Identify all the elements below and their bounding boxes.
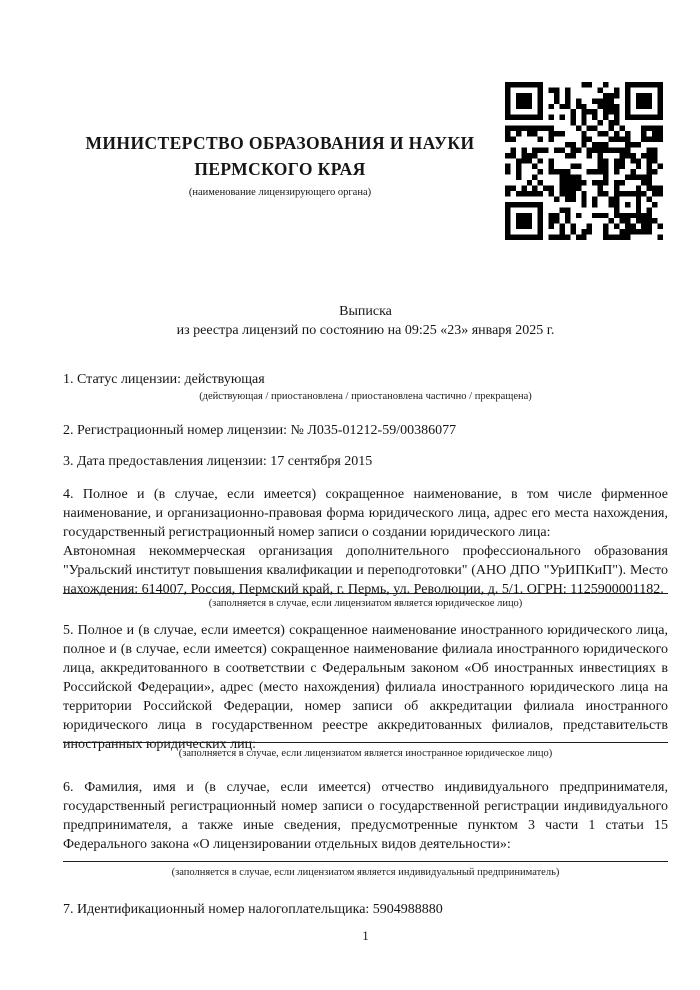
item-4-underline — [63, 593, 668, 594]
ministry-caption: (наименование лицензирующего органа) — [188, 187, 372, 198]
item-6-label: 6. Фамилия, имя и (в случае, если имеется) отчество индивидуального предпринимателя, государственный регистрационный номер записи о государственной регистрации индивидуального предпринимателя, а также иные сведения, предусмотренные пунктом 3 части 1 статьи 15 Федерального закона «О лицензировании отдельных видов деятельности»: — [63, 780, 668, 852]
item-6-caption: (заполняется в случае, если лицензиатом является индивидуальный предприниматель) — [171, 867, 560, 878]
title-line1: Выписка — [339, 304, 392, 319]
item-6-underline — [63, 861, 668, 862]
page-number: 1 — [362, 928, 369, 943]
item-4-caption: (заполняется в случае, если лицензиатом является юридическое лицо) — [208, 598, 523, 609]
title-line2: из реестра лицензий по состоянию на 09:25 «23» января 2025 г. — [176, 323, 555, 338]
document-title — [63, 302, 668, 340]
item-4-value: Автономная некоммерческая организация дополнительного профессионального образования "Уральский институт повышения квалификации и переподготовки" (АНО ДПО "УрИПКиП"). Место нахождения: 614007, Россия, Пермский край, г. Пермь, ул. Революции, д. 5/1. ОГРН: 1125900001182. — [63, 544, 668, 597]
ministry-name-line2: ПЕРМСКОГО КРАЯ — [194, 159, 366, 179]
ministry-name-line1: МИНИСТЕРСТВО ОБРАЗОВАНИЯ И НАУКИ — [85, 133, 475, 153]
item-1-caption: (действующая / приостановлена / приостановлена частично / прекращена) — [199, 391, 532, 402]
item-2-registration-number: 2. Регистрационный номер лицензии: № Л035-01212-59/00386077 — [63, 423, 457, 438]
item-5-foreign-entity — [63, 621, 668, 754]
qr-code — [505, 82, 663, 240]
item-1-license-status: 1. Статус лицензии: действующая — [63, 372, 265, 387]
item-4-legal-entity — [63, 485, 668, 599]
item-5-caption: (заполняется в случае, если лицензиатом является иностранное юридическое лицо) — [178, 748, 553, 759]
item-4-label: 4. Полное и (в случае, если имеется) сокращенное наименование, в том числе фирменное наименование, и организационно-правовая форма юридического лица, адрес его места нахождения, государственный регистрационный номер записи о создании юридического лица: — [63, 487, 668, 540]
item-5-underline — [63, 742, 668, 743]
item-3-license-date: 3. Дата предоставления лицензии: 17 сентября 2015 — [63, 454, 373, 469]
ministry-header — [40, 130, 520, 198]
qr-code-image — [505, 82, 663, 240]
item-5-label: 5. Полное и (в случае, если имеется) сокращенное наименование иностранного юридического лица, полное и (в случае, если имеется) сокращенное наименование филиала иностранного юридического лица, аккредитованного в соответствии с Федеральным законом «Об иностранных инвестициях в Российской Федерации», адрес (место нахождения) филиала иностранного юридического лица на территории Российской Федерации, номер записи об аккредитации филиала иностранного юридического лица в государственном реестре аккредитованных филиалов, представительств иностранных юридических лиц: — [63, 623, 668, 752]
item-7-taxpayer-number: 7. Идентификационный номер налогоплательщика: 5904988880 — [63, 902, 443, 917]
item-6-individual-entrepreneur — [63, 778, 668, 854]
